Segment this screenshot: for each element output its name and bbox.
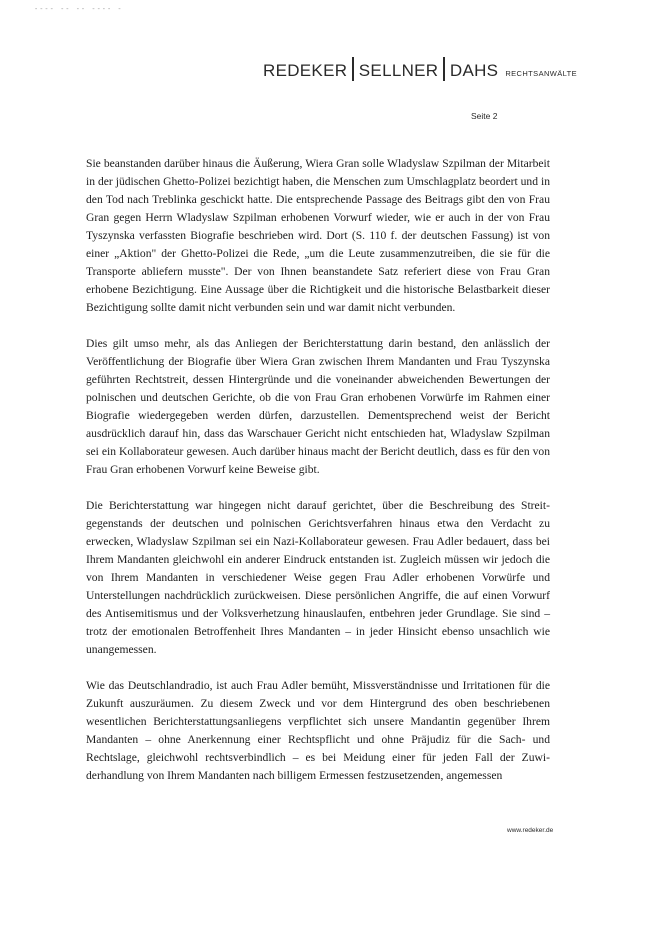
body-paragraph: Wie das Deutschlandradio, ist auch Frau Adler bemüht, Missverständnisse und Irritationen für die Zukunft auszuräumen. Zu diesem Zweck und vor dem Hintergrund des oben beschriebenen wesentlichen Berichterstattungsanliegens verpflichtet sich unsere Mandantin gegenüber Ihrem Mandanten – ohne Anerkennung einer Rechtspflicht und ohne Präjudiz für die Sach- und Rechtslage, gleichwohl rechtsverbindlich – es bei Meidung einer für jeden Fall der Zuwiderhandlung von Ihrem Mandanten nach billigem Ermessen festzusetzenden, angemessen (86, 679, 550, 782)
page-number: Seite 2 (471, 111, 498, 121)
letterhead-separator (352, 57, 354, 81)
letterhead-separator (443, 57, 445, 81)
letterhead-name-redeker: REDEKER (263, 61, 348, 80)
letterhead (263, 52, 577, 81)
letterhead-name-sellner: SELLNER (358, 61, 439, 80)
body-paragraph: Dies gilt umso mehr, als das Anliegen der Berichterstattung darin bestand, den anlässlich der Veröffentlichung der Biografie über Wiera Gran zwischen Ihrem Mandanten und Frau Tyszynska geführten Rechtstreit, dessen Hintergründe und die voneinander abweichenden Bewertungen der polnischen und deutschen Gerichte, ob die von Frau Gran erhobenen Vorwürfe im Rahmen einer Biografie wiedergegeben werden dürfen, darzustellen. Dementsprechend weist der Bericht ausdrücklich darauf hin, dass das Warschauer Gericht nicht entschieden hat, Wladyslaw Szpilman sei ein Kollaborateur gewesen. Auch darüber hinaus macht der Bericht deutlich, dass es für den von Frau Gran erhobenen Vorwurf keine Beweise gibt. (86, 337, 550, 476)
fax-header-mark: ---- -- -- ---- - (34, 5, 123, 13)
letter-body (86, 155, 550, 803)
letterhead-name-dahs: DAHS (449, 61, 499, 80)
body-paragraph: Die Berichterstattung war hingegen nicht darauf gerichtet, über die Beschreibung des Streitgegenstands der deutschen und polnischen Gerichtsverfahren hinaus etwa den Verdacht zu erwecken, Wladyslaw Szpilman sei ein Nazi-Kollaborateur gewesen. Frau Adler bedauert, dass bei Ihrem Mandanten gleichwohl ein anderer Eindruck entstanden ist. Zugleich müssen wir jedoch die von Ihrem Mandanten in verschiedener Weise gegen Frau Adler erhobenen Vorwürfe und Unterstellungen nachdrücklich zurückweisen. Diese persönlichen Angriffe, die auf einen Vorwurf des Antisemitismus und der Volksverhetzung hinauslaufen, entbehren jeder Grundlage. Sie sind – trotz der emotionalen Betroffenheit Ihres Mandanten – in jeder Hinsicht ebenso unsachlich wie unangemessen. (86, 499, 550, 656)
letterhead-suffix: RECHTSANWÄLTE (505, 69, 578, 78)
footer-url: www.redeker.de (507, 827, 554, 834)
body-paragraph: Sie beanstanden darüber hinaus die Äußerung, Wiera Gran solle Wladyslaw Szpilman der Mitarbeit in der jüdischen Ghetto-Polizei bezichtigt haben, die Menschen zum Umschlagplatz beordert und in den Tod nach Treblinka geschickt hatte. Die entsprechende Passage des Beitrags gibt den von Frau Gran gegen Herrn Wladyslaw Szpilman erhobenen Vorwurf wieder, wie er auch in der von Frau Tyszynska verfassten Biografie beschrieben wird. Dort (S. 110 f. der deutschen Fassung) ist von einer „Aktion" der Ghetto-Polizei die Rede, „um die Leute zusammenzutreiben, die sie für die Transporte abliefern musste". Der von Ihnen beanstandete Satz referiert diese von Frau Gran erhobene Bezichtigung. Eine Aussage über die Richtigkeit und die historische Belastbarkeit dieser Bezichtigung sollte damit nicht verbunden sein und war damit nicht verbunden. (86, 157, 550, 314)
